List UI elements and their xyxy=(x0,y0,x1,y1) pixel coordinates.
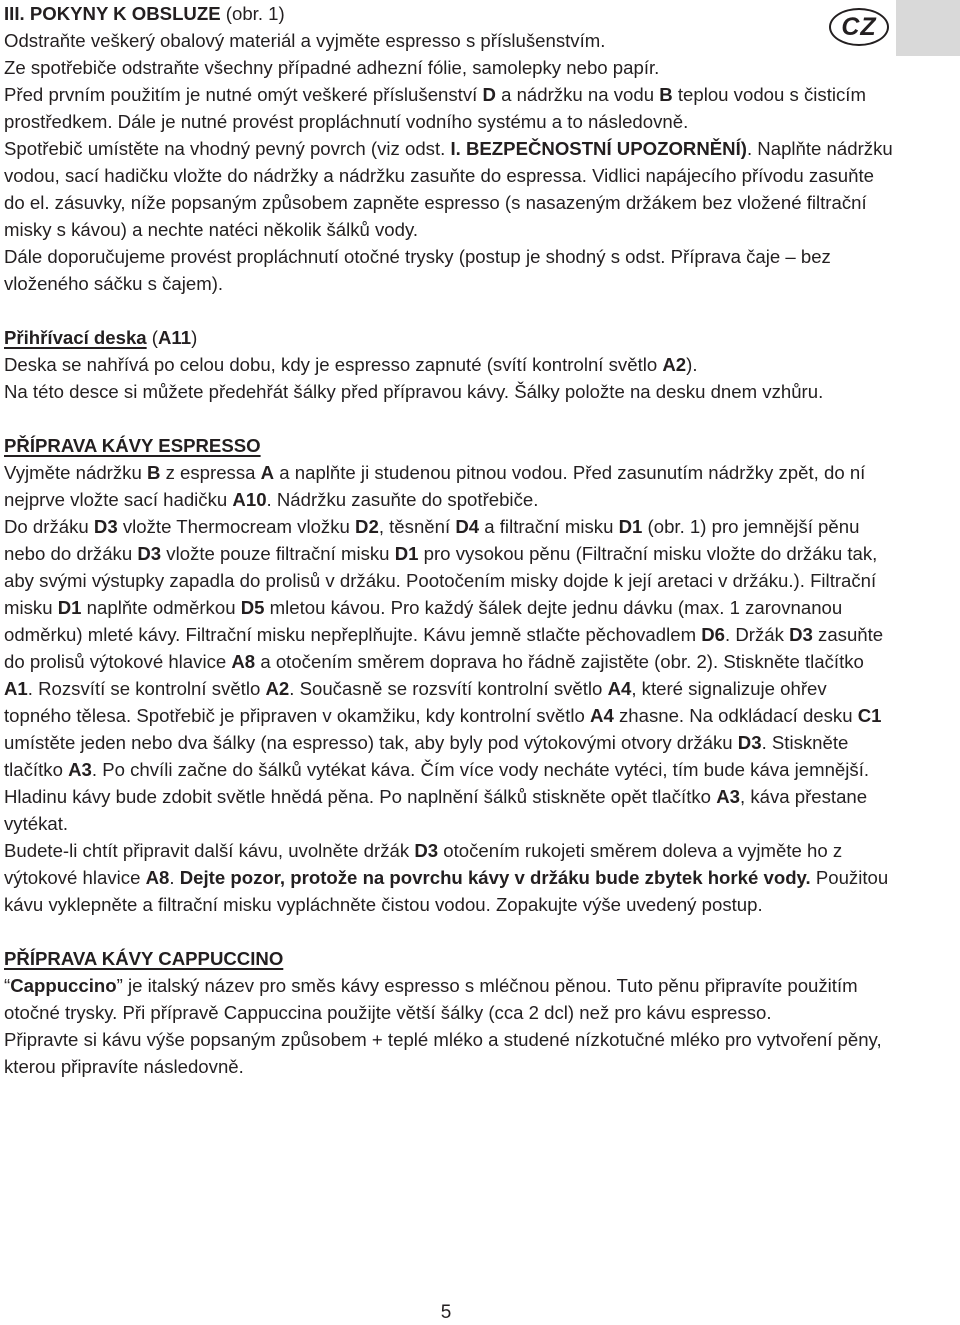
text-run: ). xyxy=(686,354,698,375)
paragraph xyxy=(4,972,896,1026)
part-ref: B xyxy=(659,84,673,105)
section-ref: I. BEZPEČNOSTNÍ UPOZORNĚNÍ) xyxy=(450,138,747,159)
text-run: zasuňte do prolisů výtokové hlavice xyxy=(4,624,884,672)
paragraph xyxy=(4,351,896,378)
text-run: . xyxy=(169,867,180,888)
part-ref: D1 xyxy=(57,597,82,618)
part-ref: A4 xyxy=(590,705,614,726)
part-ref: D4 xyxy=(455,516,480,537)
part-ref: A10 xyxy=(232,489,267,510)
part-ref: D3 xyxy=(93,516,118,537)
text-run: naplňte odměrkou xyxy=(81,597,241,618)
section-title-ref: (obr. 1) xyxy=(220,3,285,24)
text-run: z espressa xyxy=(160,462,261,483)
text-run: umístěte jeden nebo dva šálky (na espresso) tak, aby byly pod výtokovými otvory držáku xyxy=(4,732,738,753)
paragraph: Ze spotřebiče odstraňte všechny případné adhezní fólie, samolepky nebo papír. xyxy=(4,57,660,78)
text-run: . Současně se rozsvítí kontrolní světlo xyxy=(289,678,608,699)
text-run: ) xyxy=(191,327,198,348)
part-ref: D5 xyxy=(240,597,265,618)
text-run: Deska se nahřívá po celou dobu, kdy je espresso zapnuté (svítí kontrolní světlo xyxy=(4,354,663,375)
paragraph: Odstraňte veškerý obalový materiál a vyjměte espresso s příslušenstvím. xyxy=(4,30,606,51)
text-run: Do držáku xyxy=(4,516,94,537)
text-run: . Držák xyxy=(725,624,790,645)
page-number: 5 xyxy=(440,1302,452,1323)
text-run: ” xyxy=(116,975,123,996)
part-ref: A2 xyxy=(265,678,290,699)
text-run: pro vysokou pěnu (Filtrační misku vložte do držáku tak, aby svými výstupky zapadla do prolisů v držáku. Pootočením misky dojde k její aretaci v držáku.). Filtrační misku xyxy=(4,543,878,618)
text-run: . Nádržku zasuňte do spotřebiče. xyxy=(266,489,539,510)
text-run: , těsnění xyxy=(378,516,456,537)
text-run: Použitou kávu vyklepněte a filtrační misku vypláchněte čistou vodou. Zopakujte výše uvedený postup. xyxy=(4,867,889,915)
part-ref: A3 xyxy=(716,786,740,807)
part-ref: D3 xyxy=(414,840,439,861)
text-run: ( xyxy=(146,327,158,348)
paragraph: Dále doporučujeme provést propláchnutí otočné trysky (postup je shodný s odst. Příprava čaje – bez vloženého sáčku s čajem). xyxy=(4,246,831,294)
part-ref: A11 xyxy=(158,327,192,348)
part-ref: A2 xyxy=(662,354,687,375)
paragraph: Připravte si kávu výše popsaným způsobem + teplé mléko a studené nízkotučné mléko pro vytvoření pěny, kterou připravíte následovně. xyxy=(4,1029,882,1077)
part-ref: A xyxy=(260,462,275,483)
section-cappuccino-heading xyxy=(4,945,896,972)
part-ref: A3 xyxy=(68,759,92,780)
text-run: “ xyxy=(4,975,11,996)
text-run: a nádržku na vodu xyxy=(495,84,660,105)
paragraph xyxy=(4,459,896,837)
spacer xyxy=(4,918,896,945)
text-run: (obr. 1) pro jemnější pěnu nebo do držáku xyxy=(4,516,860,564)
text-run: Před prvním použitím je nutné omýt veškeré příslušenství xyxy=(4,84,483,105)
part-ref: D6 xyxy=(701,624,726,645)
section-deska-heading xyxy=(4,324,896,351)
section-pokyny-heading xyxy=(4,0,896,27)
side-tab xyxy=(896,0,960,56)
part-ref: A8 xyxy=(231,651,256,672)
text-run: , které signalizuje ohřev topného tělesa. Spotřebič je připraven v okamžiku, kdy kontrolní světlo xyxy=(4,678,827,726)
text-run: . Rozsvítí se kontrolní světlo xyxy=(27,678,266,699)
paragraph xyxy=(4,81,896,135)
spacer xyxy=(4,405,896,432)
part-ref: D3 xyxy=(789,624,813,645)
text-run: . Naplňte nádržku vodou, sací hadičku vložte do nádržky a nádržku zasuňte do espressa. Vidlici napájecího přívodu zasuňte do el. zásuvky, níže popsaným způsobem zapněte espresso (s nasazeným držákem bez vložené filtrační misky s kávou) a nechte natéci několik šálků vody. xyxy=(4,138,893,240)
part-ref: A8 xyxy=(145,867,170,888)
part-ref: D1 xyxy=(618,516,643,537)
part-ref: D1 xyxy=(394,543,419,564)
text-run: Vyjměte nádržku xyxy=(4,462,147,483)
manual-page xyxy=(4,0,896,1080)
text-run: a filtrační misku xyxy=(479,516,619,537)
text-run: vložte Thermocream vložku xyxy=(117,516,356,537)
text-run: a otočením směrem doprava ho řádně zajistěte (obr. 2). Stiskněte tlačítko xyxy=(255,651,864,672)
part-ref: D xyxy=(482,84,496,105)
part-ref: A4 xyxy=(607,678,632,699)
text-run: , káva přestane vytékat. xyxy=(4,786,868,834)
spacer xyxy=(4,297,896,324)
text-run: . Po chvíli začne do šálků vytékat káva. Čím více vody necháte vytéci, tím bude káva jemnější. Hladinu kávy bude zdobit světle hnědá pěna. Po naplnění šálků stiskněte opět tlačítko xyxy=(4,759,870,807)
section-title: III. POKYNY K OBSLUZE xyxy=(4,3,221,24)
section-title: PŘÍPRAVA KÁVY ESPRESSO xyxy=(4,435,261,456)
section-title: Přihřívací deska xyxy=(4,327,147,348)
part-ref: D3 xyxy=(137,543,162,564)
language-badge-text: CZ xyxy=(841,12,877,41)
term: Cappuccino xyxy=(10,975,117,996)
text-run: Spotřebič umístěte na vhodný pevný povrch (viz odst. xyxy=(4,138,451,159)
paragraph xyxy=(4,837,896,918)
text-run: teplou vodou s čisticím prostředkem. Dále je nutné provést propláchnutí vodního systému a to následovně. xyxy=(4,84,866,132)
text-run: je italský název pro směs kávy espresso s mléčnou pěnou. Tuto pěnu připravíte použitím otočné trysky. Při přípravě Cappuccina použijte větší šálky (cca 2 dcl) než pro kávu espresso. xyxy=(4,975,858,1023)
section-title: PŘÍPRAVA KÁVY CAPPUCCINO xyxy=(4,948,284,969)
section-espresso-heading xyxy=(4,432,896,459)
text-run: . Stiskněte tlačítko xyxy=(4,732,849,780)
part-ref: B xyxy=(146,462,161,483)
part-ref: C1 xyxy=(857,705,882,726)
part-ref: D3 xyxy=(737,732,762,753)
paragraph: Na této desce si můžete předehřát šálky před přípravou kávy. Šálky položte na desku dnem vzhůru. xyxy=(4,381,824,402)
text-run: otočením rukojeti směrem doleva a vyjměte ho z výtokové hlavice xyxy=(4,840,843,888)
part-ref: D2 xyxy=(355,516,379,537)
text-run: zhasne. Na odkládací desku xyxy=(613,705,858,726)
text-run: a naplňte ji studenou pitnou vodou. Před zasunutím nádržky zpět, do ní nejprve vložte sací hadičku xyxy=(4,462,866,510)
text-run: vložte pouze filtrační misku xyxy=(161,543,395,564)
text-run: Budete-li chtít připravit další kávu, uvolněte držák xyxy=(4,840,415,861)
text-run: mletou kávou. Pro každý šálek dejte jednu dávku (max. 1 zarovnanou odměrku) mleté kávy. Filtrační misku nepřeplňujte. Kávu jemně stlačte pěchovadlem xyxy=(4,597,843,645)
part-ref: A1 xyxy=(4,678,28,699)
warning-text: Dejte pozor, protože na povrchu kávy v držáku bude zbytek horké vody. xyxy=(179,867,811,888)
paragraph xyxy=(4,135,896,243)
